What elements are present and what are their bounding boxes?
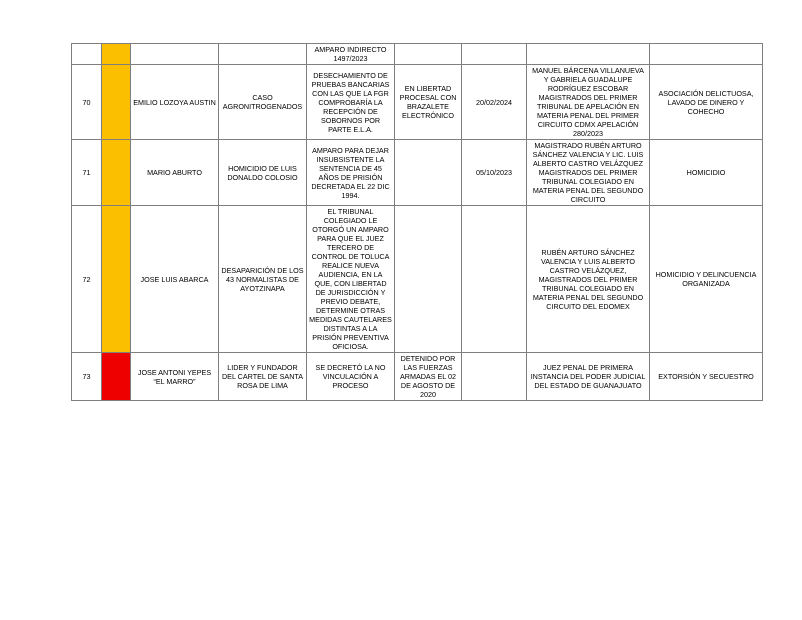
case-description [219, 44, 307, 65]
person-name: MARIO ABURTO [131, 140, 219, 206]
case-description: DESAPARICIÓN DE LOS 43 NORMALISTAS DE AYOTZINAPA [219, 206, 307, 353]
cases-table [71, 43, 763, 401]
resolution-date [462, 353, 527, 401]
legal-situation [395, 44, 462, 65]
resolution-date: 05/10/2023 [462, 140, 527, 206]
judges-text [527, 44, 650, 65]
status-indicator-yellow [102, 65, 131, 140]
row-number: 72 [72, 206, 102, 353]
row-number: 71 [72, 140, 102, 206]
table-row [72, 140, 763, 206]
status-indicator-yellow [102, 206, 131, 353]
person-name: JOSE ANTONI YEPES “EL MARRO” [131, 353, 219, 401]
crime-type: HOMICIDIO Y DELINCUENCIA ORGANIZADA [650, 206, 763, 353]
case-description: LIDER Y FUNDADOR DEL CARTEL DE SANTA ROSA DE LIMA [219, 353, 307, 401]
resolution-date [462, 206, 527, 353]
legal-situation: EN LIBERTAD PROCESAL CON BRAZALETE ELECTRÓNICO [395, 65, 462, 140]
judges-text: MANUEL BÁRCENA VILLANUEVA Y GABRIELA GUADALUPE RODRÍGUEZ ESCOBAR MAGISTRADOS DEL PRIMER TRIBUNAL DE APELACIÓN EN MATERIA PENAL DEL PRIMER CIRCUITO CDMX APELACIÓN 280/2023 [527, 65, 650, 140]
resolution-text: SE DECRETÓ LA NO VINCULACIÓN A PROCESO [307, 353, 395, 401]
legal-situation [395, 140, 462, 206]
resolution-text: AMPARO INDIRECTO 1497/2023 [307, 44, 395, 65]
row-number: 70 [72, 65, 102, 140]
resolution-date: 20/02/2024 [462, 65, 527, 140]
case-description: HOMICIDIO DE LUIS DONALDO COLOSIO [219, 140, 307, 206]
resolution-text: DESECHAMIENTO DE PRUEBAS BANCARIAS CON LAS QUE LA FGR COMPROBARÍA LA RECEPCIÓN DE SOBORNOS POR PARTE E.L.A. [307, 65, 395, 140]
table-row [72, 353, 763, 401]
judges-text: MAGISTRADO RUBÉN ARTURO SÁNCHEZ VALENCIA Y LIC. LUIS ALBERTO CASTRO VELÁZQUEZ MAGISTRADOS DEL PRIMER TRIBUNAL COLEGIADO EN MATERIA PENAL DEL SEGUNDO CIRCUITO [527, 140, 650, 206]
table-row [72, 65, 763, 140]
person-name: JOSE LUIS ABARCA [131, 206, 219, 353]
resolution-text: EL TRIBUNAL COLEGIADO LE OTORGÓ UN AMPARO PARA QUE EL JUEZ TERCERO DE CONTROL DE TOLUCA REALICE NUEVA AUDIENCIA, EN LA QUE, CON LIBERTAD DE JURISDICCIÓN Y PREVIO DEBATE, DETERMINE OTRAS MEDIDAS CAUTELARES DISTINTAS A LA PRISIÓN PREVENTIVA OFICIOSA. [307, 206, 395, 353]
judges-text: JUEZ PENAL DE PRIMERA INSTANCIA DEL PODER JUDICIAL DEL ESTADO DE GUANAJUATO [527, 353, 650, 401]
table-row [72, 206, 763, 353]
person-name [131, 44, 219, 65]
legal-situation: DETENIDO POR LAS FUERZAS ARMADAS EL 02 DE AGOSTO DE 2020 [395, 353, 462, 401]
row-number [72, 44, 102, 65]
row-number: 73 [72, 353, 102, 401]
resolution-date [462, 44, 527, 65]
case-description: CASO AGRONITROGENADOS [219, 65, 307, 140]
status-indicator-yellow [102, 140, 131, 206]
crime-type: HOMICIDIO [650, 140, 763, 206]
legal-situation [395, 206, 462, 353]
status-indicator-red [102, 353, 131, 401]
judges-text: RUBÉN ARTURO SÁNCHEZ VALENCIA Y LUIS ALBERTO CASTRO VELÁZQUEZ, MAGISTRADOS DEL PRIMER TRIBUNAL COLEGIADO EN MATERIA PENAL DEL SEGUNDO CIRCUITO DEL EDOMEX [527, 206, 650, 353]
crime-type: ASOCIACIÓN DELICTUOSA, LAVADO DE DINERO Y COHECHO [650, 65, 763, 140]
resolution-text: AMPARO PARA DEJAR INSUBSISTENTE LA SENTENCIA DE 45 AÑOS DE PRISIÓN DECRETADA EL 22 DIC 1994. [307, 140, 395, 206]
crime-type: EXTORSIÓN Y SECUESTRO [650, 353, 763, 401]
table-row [72, 44, 763, 65]
status-indicator-yellow [102, 44, 131, 65]
person-name: EMILIO LOZOYA AUSTIN [131, 65, 219, 140]
crime-type [650, 44, 763, 65]
